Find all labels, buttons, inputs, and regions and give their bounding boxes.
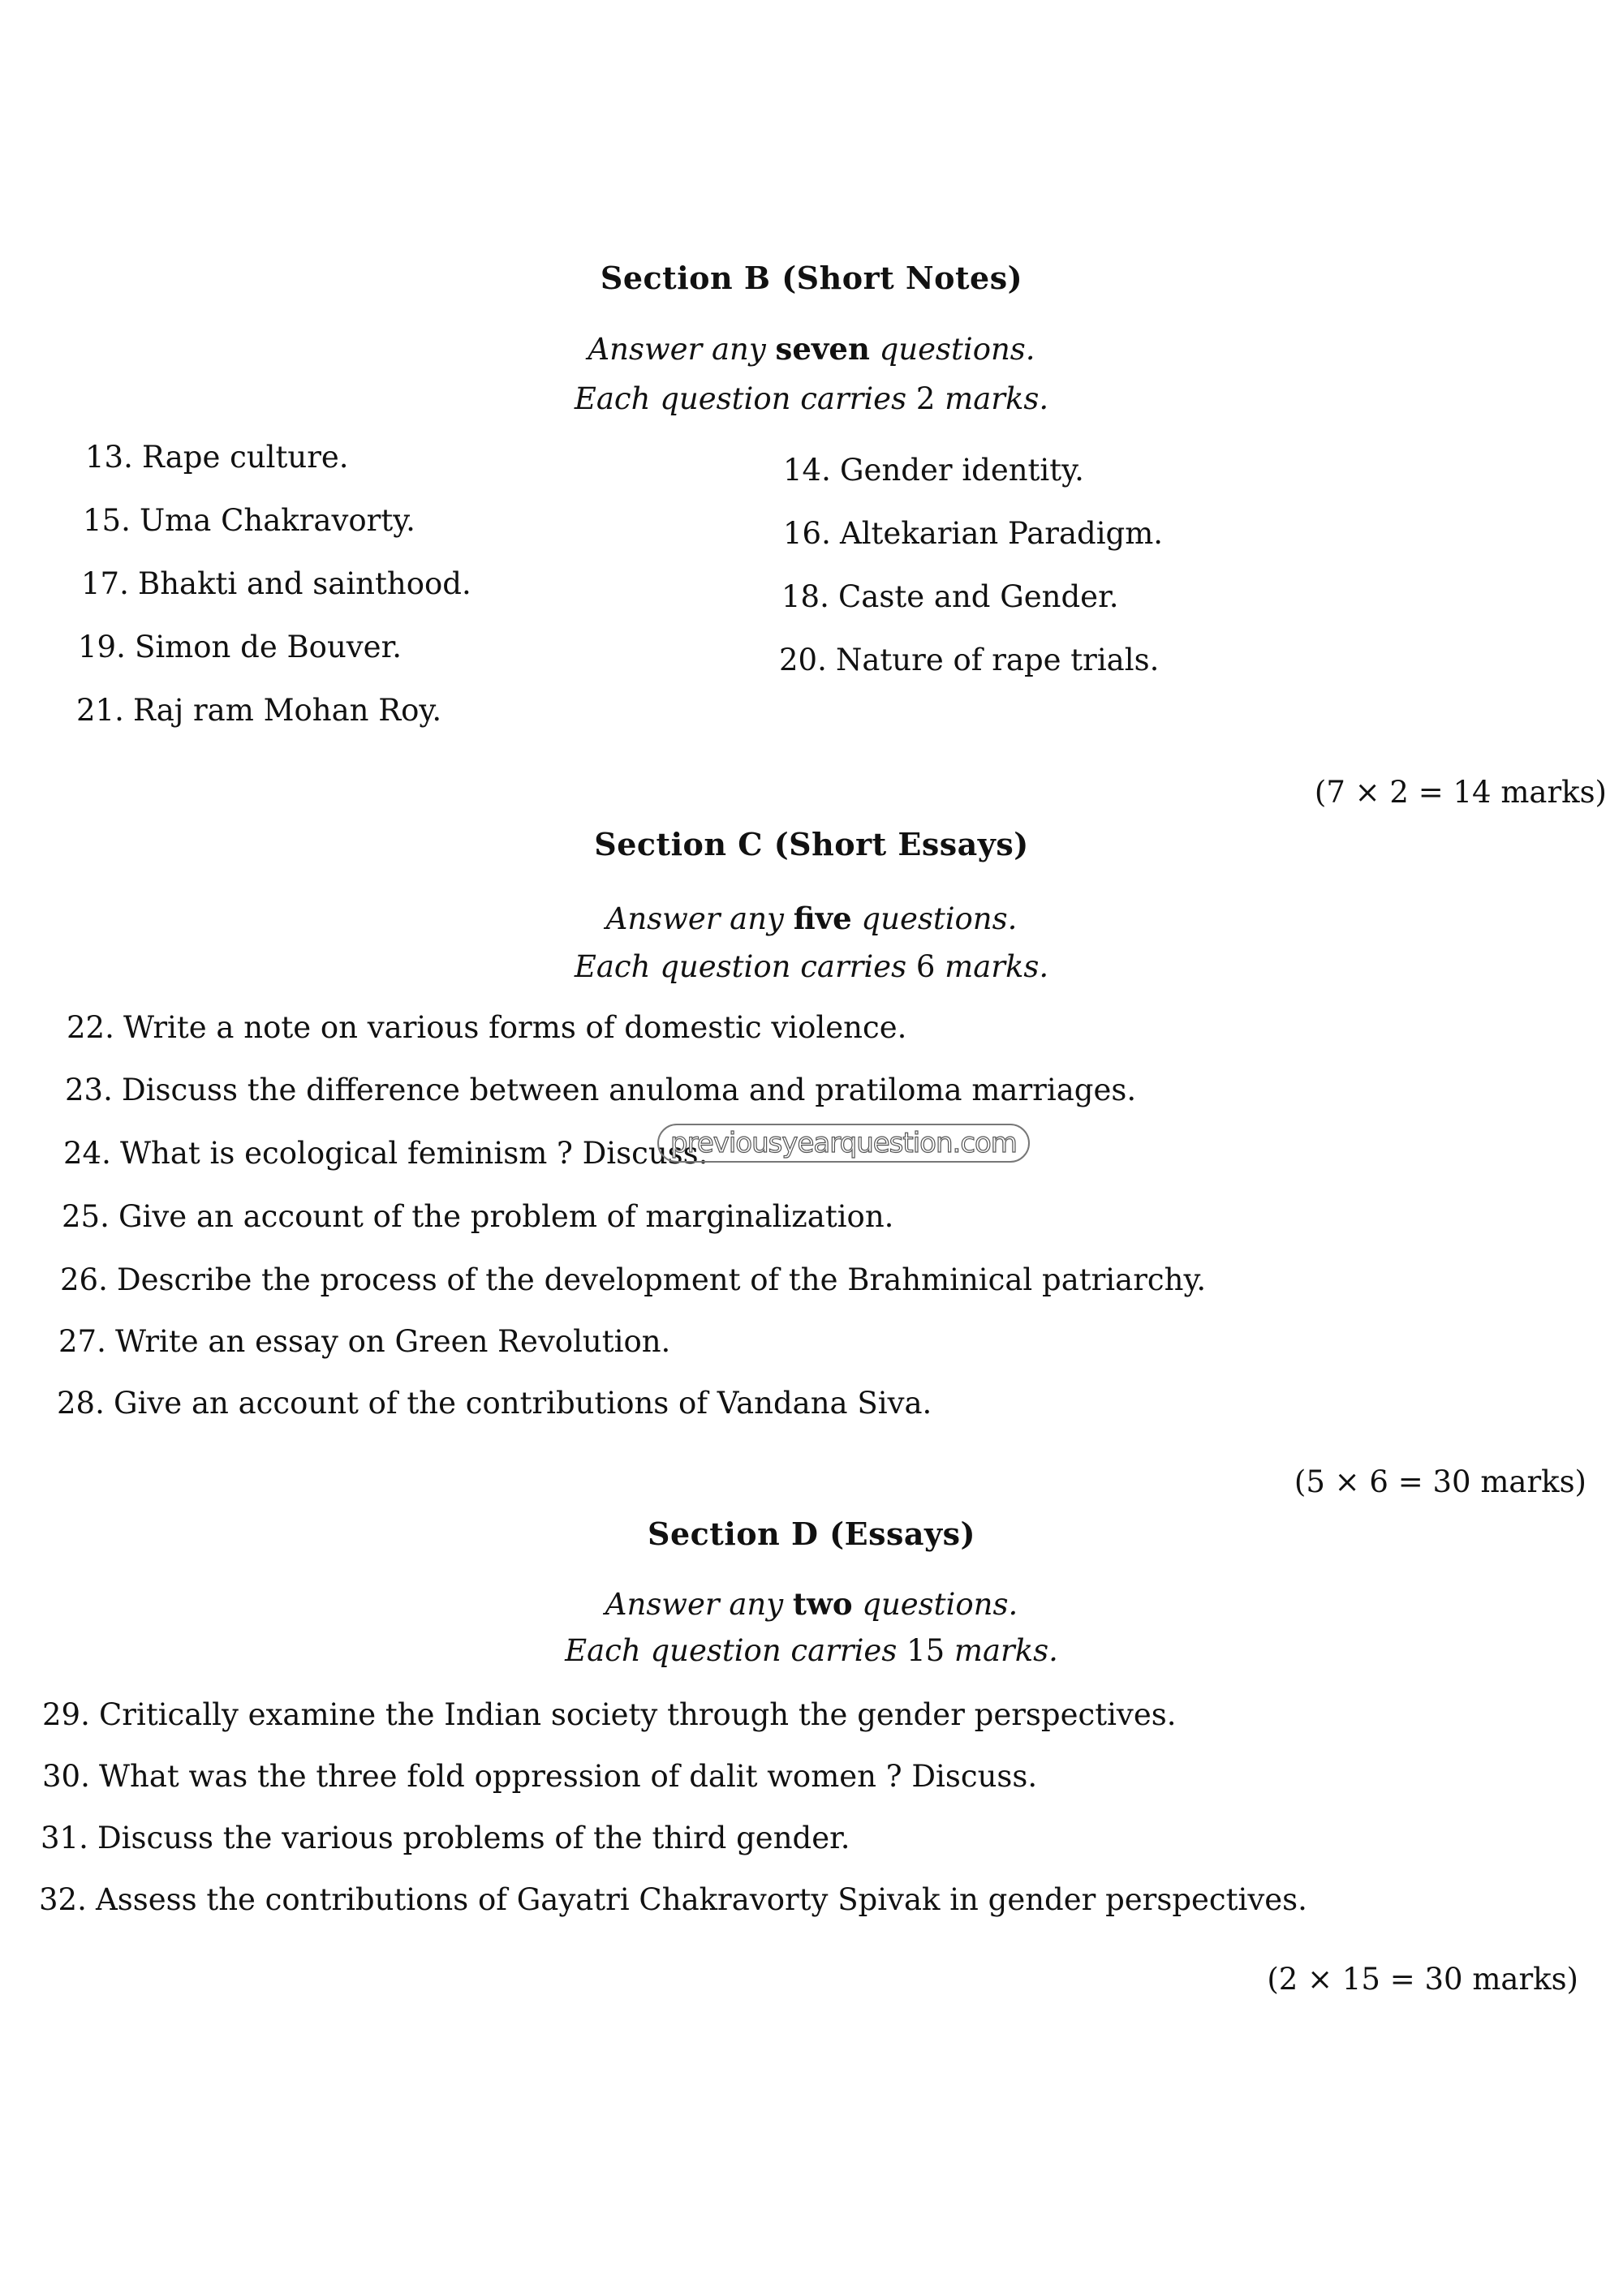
question-31: 31. Discuss the various problems of the third gender. <box>41 1821 850 1855</box>
question-15: 15. Uma Chakravorty. <box>83 503 415 538</box>
question-19: 19. Simon de Bouver. <box>78 630 402 664</box>
section-b-heading: Section B (Short Notes) <box>600 260 1023 296</box>
section-c-instruction-1: Answer any five questions. <box>605 901 1018 936</box>
question-30: 30. What was the three fold oppression of dalit women ? Discuss. <box>42 1759 1038 1794</box>
section-c-marks: (5 × 6 = 30 marks) <box>1294 1464 1586 1499</box>
section-d-instruction-2: Each question carries 15 marks. <box>565 1633 1058 1668</box>
watermark-logo: previousyearquestion.com <box>657 1124 1030 1163</box>
section-b-instruction-1: Answer any seven questions. <box>588 331 1035 367</box>
question-17: 17. Bhakti and sainthood. <box>81 566 471 601</box>
question-20: 20. Nature of rape trials. <box>779 643 1160 677</box>
question-32: 32. Assess the contributions of Gayatri Chakravorty Spivak in gender perspectives. <box>39 1882 1307 1917</box>
question-25: 25. Give an account of the problem of marginalization. <box>62 1199 894 1234</box>
question-14: 14. Gender identity. <box>783 453 1084 488</box>
question-23: 23. Discuss the difference between anuloma and pratiloma marriages. <box>65 1073 1137 1107</box>
section-c-heading: Section C (Short Essays) <box>594 826 1029 862</box>
question-16: 16. Altekarian Paradigm. <box>783 516 1164 551</box>
question-27: 27. Write an essay on Green Revolution. <box>58 1324 671 1359</box>
question-13: 13. Rape culture. <box>85 440 349 475</box>
question-18: 18. Caste and Gender. <box>781 579 1119 614</box>
section-b-marks: (7 × 2 = 14 marks) <box>1314 775 1607 810</box>
section-d-marks: (2 × 15 = 30 marks) <box>1267 1962 1578 1997</box>
question-26: 26. Describe the process of the development of the Brahminical patriarchy. <box>60 1262 1207 1297</box>
section-b-instruction-2: Each question carries 2 marks. <box>574 381 1049 416</box>
question-24: 24. What is ecological feminism ? Discuss. <box>63 1136 708 1171</box>
section-d-instruction-1: Answer any two questions. <box>605 1586 1018 1622</box>
question-22: 22. Write a note on various forms of domestic violence. <box>67 1010 907 1045</box>
section-d-heading: Section D (Essays) <box>648 1516 975 1552</box>
question-29: 29. Critically examine the Indian society through the gender perspectives. <box>42 1697 1177 1732</box>
section-c-instruction-2: Each question carries 6 marks. <box>574 949 1049 984</box>
question-28: 28. Give an account of the contributions of Vandana Siva. <box>57 1386 932 1421</box>
question-21: 21. Raj ram Mohan Roy. <box>76 693 442 728</box>
